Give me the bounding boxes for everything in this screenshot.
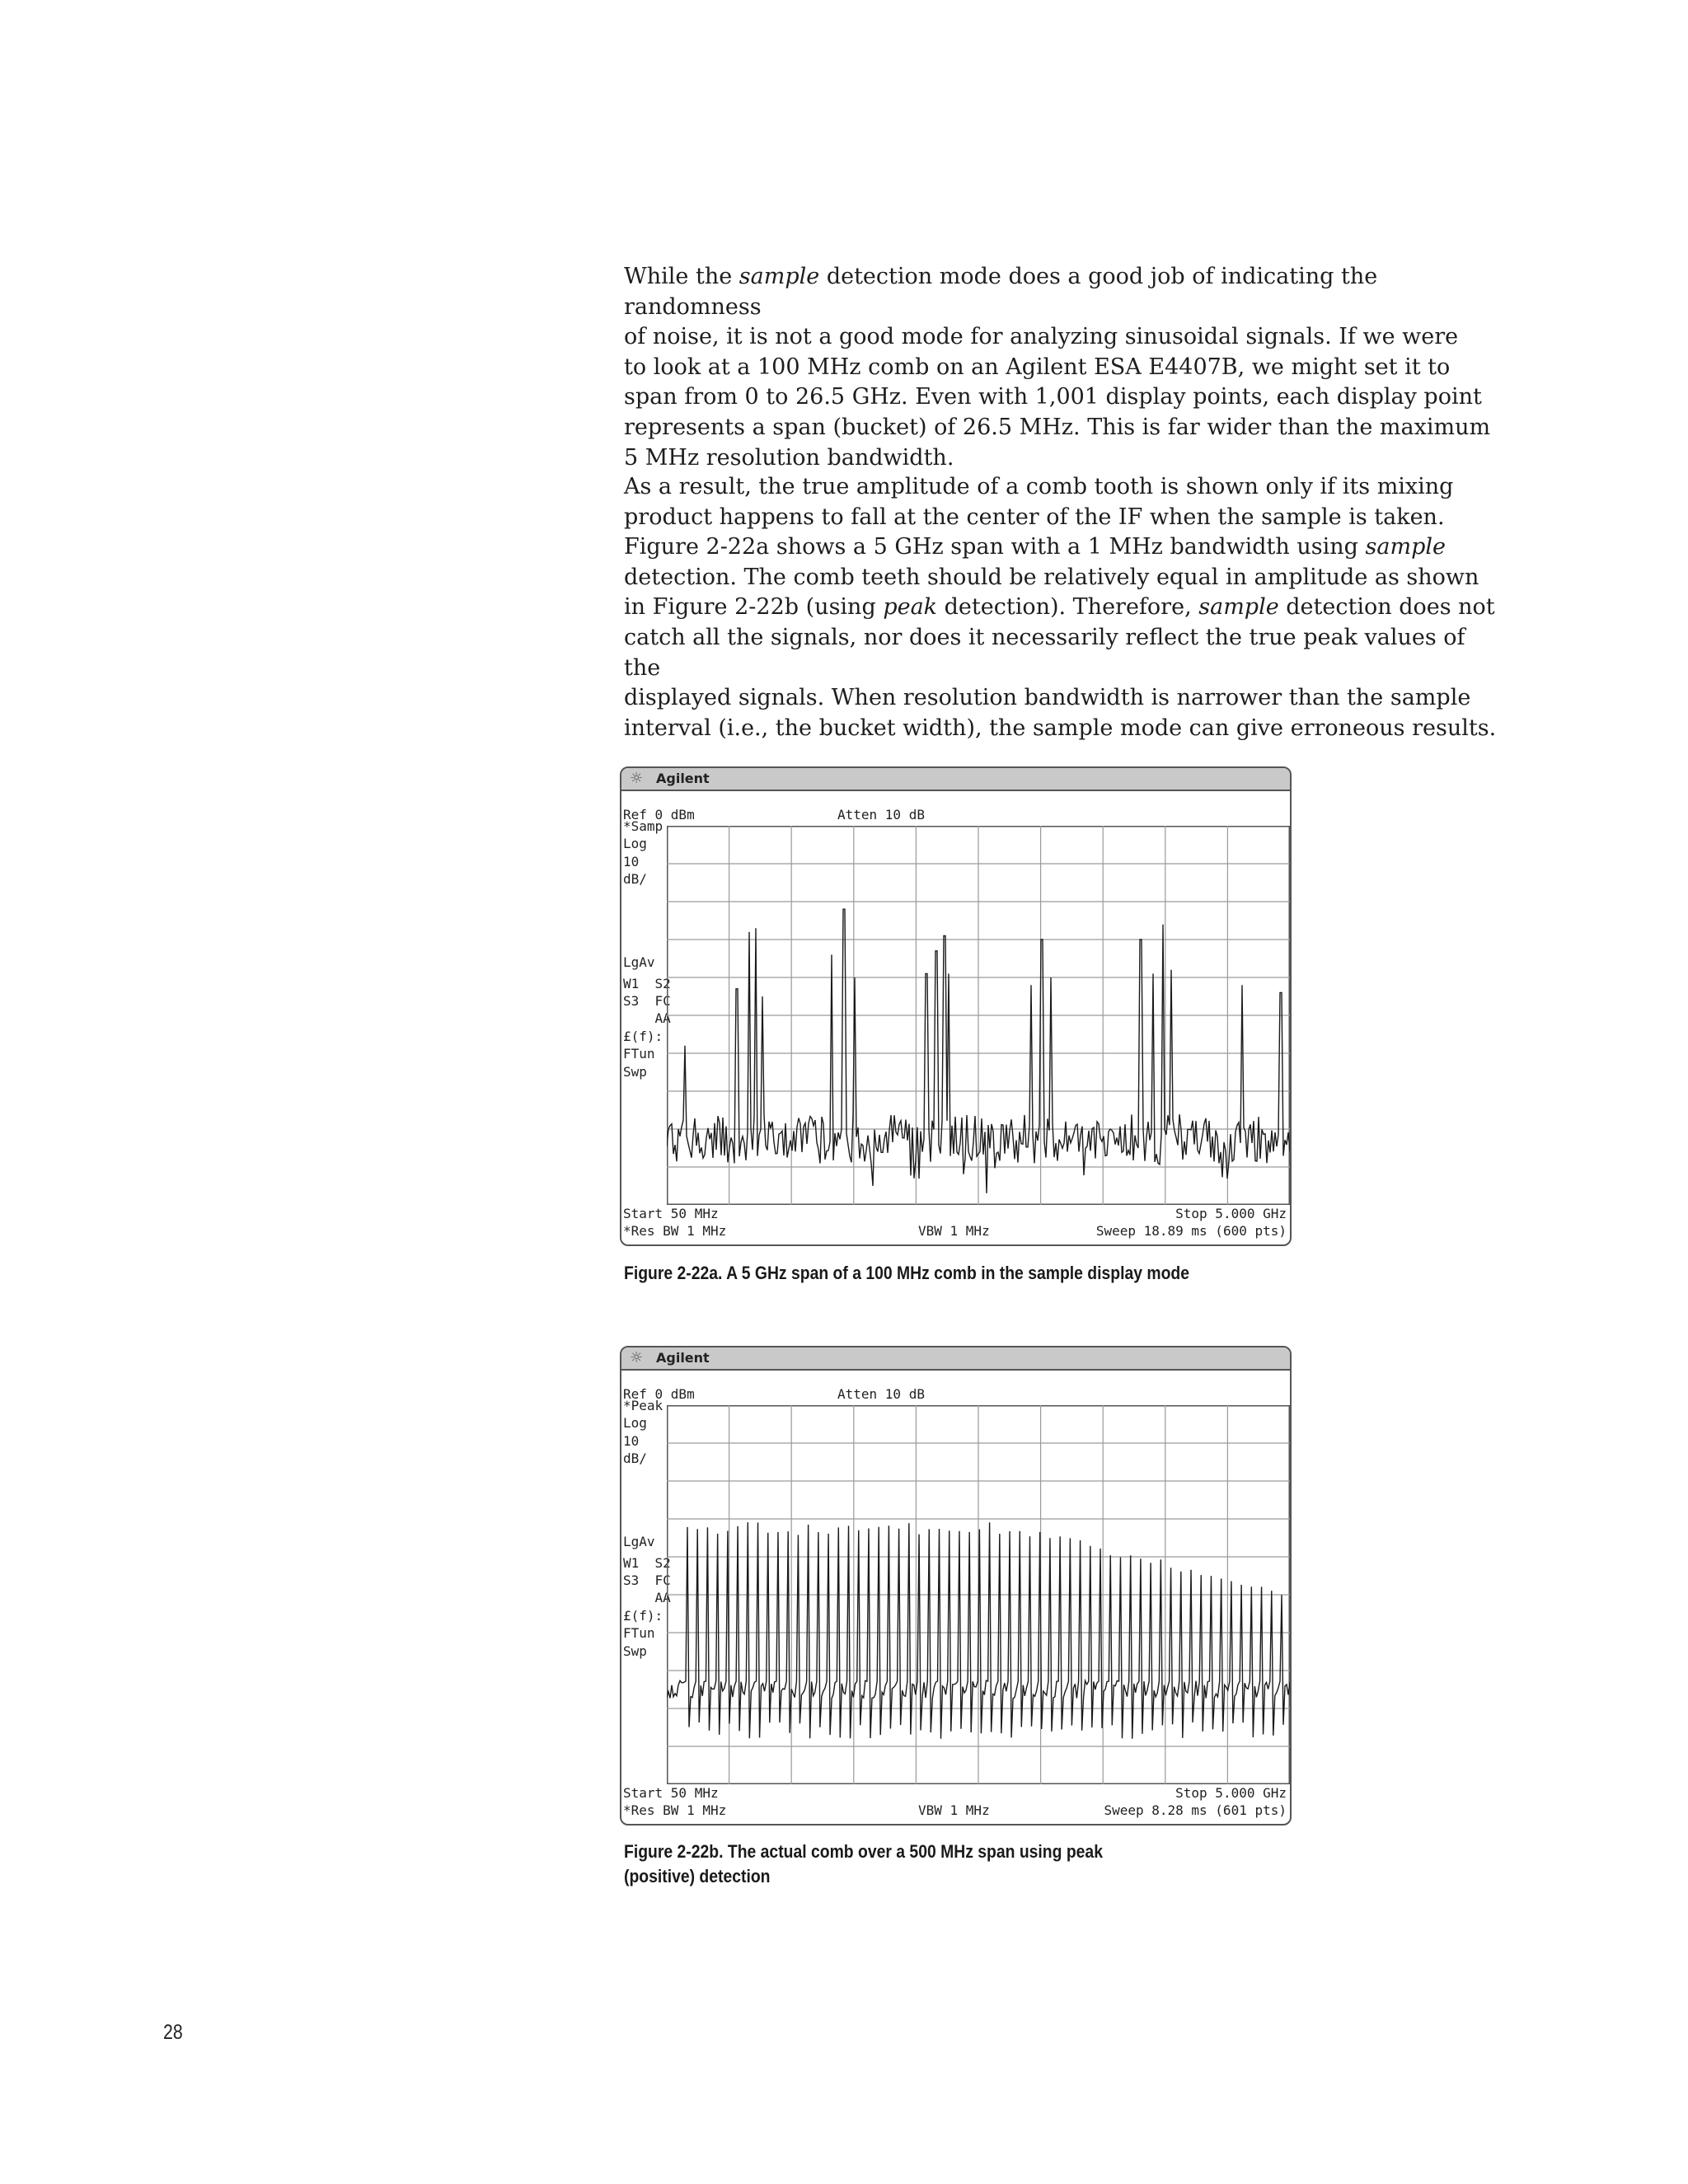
res-bandwidth: *Res BW 1 MHz	[623, 1223, 727, 1239]
sidebar-line: Log	[623, 836, 647, 851]
paragraph-1	[624, 262, 1498, 473]
res-bandwidth: *Res BW 1 MHz	[623, 1802, 727, 1818]
sidebar-line: W1 S2	[623, 976, 671, 991]
sidebar-line: W1 S2	[623, 1555, 671, 1571]
sidebar-line: dB/	[623, 871, 647, 887]
attenuation: Atten 10 dB	[837, 1386, 925, 1402]
sidebar-line: £(f):	[623, 1608, 663, 1624]
sidebar-line: Swp	[623, 1643, 647, 1659]
sidebar-line: FTun	[623, 1046, 655, 1062]
ref-level: Ref 0 dBm	[623, 807, 695, 823]
title-bar	[621, 1347, 1290, 1371]
attenuation: Atten 10 dB	[837, 807, 925, 823]
stop-frequency: Stop 5.000 GHz	[1175, 1785, 1287, 1801]
sidebar-line: LgAv	[623, 954, 655, 970]
title-bar	[621, 768, 1290, 791]
text-run: peak	[883, 594, 938, 621]
analyzer-screen-a	[620, 766, 1292, 1246]
sidebar-line: *Samp	[623, 818, 663, 834]
text-run: detection does not catch all the signals, nor does it necessarily reflect the true peak values of the displayed signals. When resolution bandwidth is narrower than the sample interval (i.e., the bucket width), the sample mode can give erroneous results.	[624, 594, 1497, 741]
start-frequency: Start 50 MHz	[623, 1206, 719, 1221]
text-run: As a result, the true amplitude of a comb tooth is shown only if its mixing product happens to fall at the center of the IF when the sample is taken. Figure 2-22a shows a 5 GHz span with a 1 MHz bandwidth using	[624, 474, 1454, 560]
video-bandwidth: VBW 1 MHz	[918, 1802, 990, 1818]
text-run: sample	[1198, 594, 1279, 621]
sidebar-line: S3 FC	[623, 1572, 671, 1588]
sidebar-line: dB/	[623, 1451, 647, 1466]
sidebar-line: *Peak	[623, 1398, 663, 1413]
analyzer-screen-b	[620, 1346, 1292, 1825]
sidebar-line: FTun	[623, 1625, 655, 1641]
sweep-time: Sweep 8.28 ms (601 pts)	[1104, 1802, 1287, 1818]
trace-grid-a	[667, 826, 1290, 1205]
sidebar-line: 10	[623, 854, 640, 869]
sidebar-line: £(f):	[623, 1029, 663, 1044]
video-bandwidth: VBW 1 MHz	[918, 1223, 990, 1239]
text-run: detection mode does a good job of indicating the randomness of noise, it is not a good mode for analyzing sinusoidal signals. If we were to look at a 100 MHz comb on an Agilent ESA E4407B, we might set it to span from 0 to 26.5 GHz. Even with 1,001 display points, each display point represents a span (bucket) of 26.5 MHz. This is far wider than the maximum 5 MHz resolution bandwidth.	[624, 264, 1491, 471]
figure-caption-b: Figure 2-22b. The actual comb over a 500 MHz span using peak (positive) detection	[624, 1841, 1103, 1886]
agilent-logo-icon: ☼	[630, 1349, 644, 1366]
brand-label: Agilent	[656, 1350, 710, 1366]
brand-label: Agilent	[656, 771, 710, 786]
text-run: sample	[738, 264, 820, 289]
paragraph-2	[624, 472, 1498, 743]
ref-level: Ref 0 dBm	[623, 1386, 695, 1402]
figure-caption-a: Figure 2-22a. A 5 GHz span of a 100 MHz comb in the sample display mode	[624, 1263, 1190, 1283]
sidebar-line: S3 FC	[623, 993, 671, 1009]
sidebar-line: Swp	[623, 1064, 647, 1080]
sweep-time: Sweep 18.89 ms (600 pts)	[1095, 1223, 1287, 1239]
sidebar-line: Log	[623, 1415, 647, 1431]
sidebar-line: LgAv	[623, 1534, 655, 1549]
text-run: detection). Therefore,	[937, 594, 1199, 621]
sidebar-line: AA	[623, 1010, 671, 1026]
page-number: 28	[163, 2021, 183, 2044]
text-run: detection. The comb teeth should be relatively equal in amplitude as shown in Figure 2-22b (using	[624, 564, 1479, 621]
start-frequency: Start 50 MHz	[623, 1785, 719, 1801]
trace-grid-b	[667, 1405, 1290, 1784]
text-run: While the	[624, 264, 739, 289]
sidebar-line: 10	[623, 1433, 640, 1449]
agilent-logo-icon: ☼	[630, 770, 644, 787]
stop-frequency: Stop 5.000 GHz	[1175, 1206, 1287, 1221]
sidebar-line: AA	[623, 1590, 671, 1605]
text-run: sample	[1365, 534, 1446, 560]
